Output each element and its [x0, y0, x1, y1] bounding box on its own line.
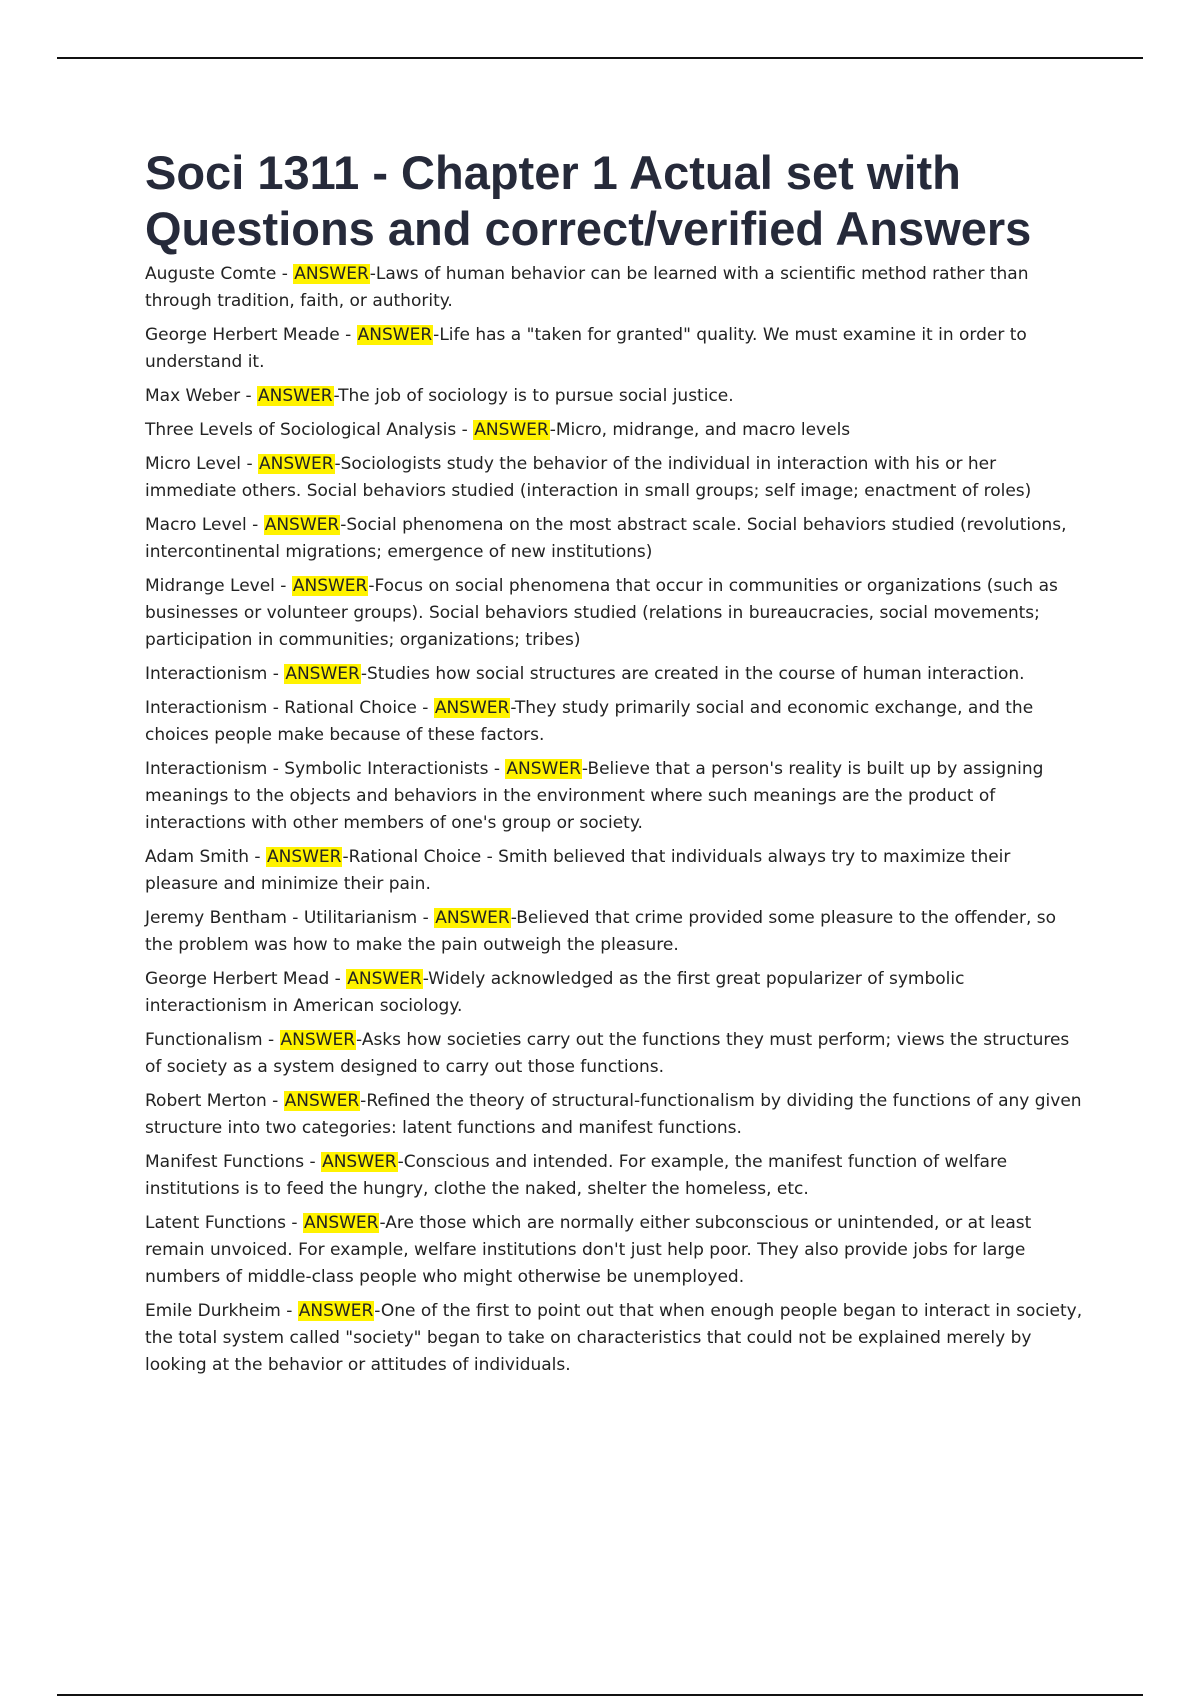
qa-term: Micro Level	[145, 454, 242, 474]
qa-term: Interactionism - Rational Choice	[145, 698, 417, 718]
qa-answer: One of the first to point out that when enough people began to interact in society, the total system called "society" began to take on characteristics that could not be explained merely by looking at the behavior or attitudes of individuals.	[145, 1301, 1083, 1375]
qa-separator: -	[456, 420, 474, 440]
qa-item	[145, 756, 1085, 837]
answer-dash: -	[333, 386, 339, 406]
qa-item	[145, 661, 1085, 688]
qa-answer: Micro, midrange, and macro levels	[555, 420, 851, 440]
qa-separator: -	[304, 1152, 322, 1172]
qa-term: Three Levels of Sociological Analysis	[145, 420, 457, 440]
qa-item	[145, 1027, 1085, 1081]
answer-dash: -	[397, 1152, 404, 1172]
qa-item	[145, 417, 1085, 444]
answer-dash: -	[334, 454, 341, 474]
page-title: Soci 1311 - Chapter 1 Actual set with Questions and correct/verified Answers	[145, 146, 1032, 255]
qa-answer: Widely acknowledged as the first great popularizer of symbolic interactionism in American sociology.	[145, 969, 965, 1016]
qa-answer: Are those which are normally either subconscious or unintended, or at least remain unvoiced. For example, welfare institutions don't just help poor. They also provide jobs for large numbers of middle-class people who might otherwise be unemployed.	[145, 1213, 1032, 1287]
qa-term: Max Weber	[145, 386, 241, 406]
qa-separator: -	[262, 1030, 280, 1050]
answer-label-highlight: ANSWER	[474, 420, 549, 440]
qa-item	[145, 512, 1085, 566]
qa-separator: -	[329, 969, 347, 989]
qa-answer: Studies how social structures are created in the course of human interaction.	[366, 664, 1025, 684]
qa-separator: -	[267, 664, 285, 684]
qa-item	[145, 1149, 1085, 1203]
qa-item	[145, 1088, 1085, 1142]
qa-term: Robert Merton	[145, 1091, 267, 1111]
answer-dash: -	[369, 264, 376, 284]
answer-dash: -	[340, 515, 347, 535]
qa-answer: Believed that crime provided some pleasure to the offender, so the problem was how to make the pain outweigh the pleasure.	[145, 908, 1057, 955]
qa-separator: -	[240, 386, 258, 406]
bottom-rule	[57, 1694, 1143, 1696]
qa-answer: Asks how societies carry out the functions they must perform; views the structures of society as a system designed to carry out those functions.	[145, 1030, 1070, 1077]
qa-separator: -	[274, 576, 292, 596]
answer-label-highlight: ANSWER	[264, 515, 340, 535]
answer-label-highlight: ANSWER	[266, 847, 342, 867]
qa-term: Interactionism - Symbolic Interactionists	[145, 759, 489, 779]
qa-separator: -	[339, 325, 357, 345]
top-rule	[57, 57, 1143, 59]
answer-dash: -	[510, 698, 515, 718]
qa-answer: Rational Choice - Smith believed that individuals always try to maximize their pleasure and minimize their pain.	[145, 847, 1011, 894]
answer-label-highlight: ANSWER	[434, 698, 510, 718]
answer-dash: -	[581, 759, 588, 779]
qa-separator: -	[249, 847, 266, 867]
qa-term: Midrange Level	[145, 576, 275, 596]
answer-label-highlight: ANSWER	[259, 454, 334, 474]
qa-answer: Focus on social phenomena that occur in communities or organizations (such as businesses or volunteer groups). Social behaviors studied (relations in bureaucracies, social movements; participation in communities; organizations; tribes)	[145, 576, 1058, 650]
answer-label-highlight: ANSWER	[258, 386, 333, 406]
qa-answer: Conscious and intended. For example, the manifest function of welfare institutions is to feed the hungry, clothe the naked, shelter the homeless, etc.	[145, 1152, 1008, 1199]
answer-label-highlight: ANSWER	[303, 1213, 379, 1233]
qa-term: George Herbert Mead	[145, 969, 330, 989]
qa-item	[145, 844, 1085, 898]
qa-separator: -	[280, 1301, 298, 1321]
qa-item	[145, 1298, 1085, 1379]
qa-separator: -	[241, 454, 258, 474]
answer-dash: -	[374, 1301, 381, 1321]
qa-list	[145, 261, 1085, 1379]
qa-item	[145, 451, 1085, 505]
qa-item	[145, 966, 1085, 1020]
answer-dash: -	[360, 664, 367, 684]
qa-separator: -	[416, 698, 434, 718]
answer-dash: -	[422, 969, 429, 989]
qa-term: Latent Functions	[145, 1213, 287, 1233]
qa-answer: Life has a "taken for granted" quality. We must examine it in order to understand it.	[145, 325, 1027, 372]
answer-dash: -	[342, 847, 349, 867]
answer-label-highlight: ANSWER	[435, 908, 510, 928]
qa-separator: -	[286, 1213, 303, 1233]
answer-label-highlight: ANSWER	[294, 264, 369, 284]
qa-separator: -	[488, 759, 506, 779]
qa-term: Jeremy Bentham - Utilitarianism	[145, 908, 418, 928]
qa-item	[145, 905, 1085, 959]
qa-item	[145, 573, 1085, 654]
qa-item	[145, 695, 1085, 749]
answer-label-highlight: ANSWER	[284, 1091, 360, 1111]
qa-term: George Herbert Meade	[145, 325, 340, 345]
qa-answer: Social phenomena on the most abstract scale. Social behaviors studied (revolutions, intercontinental migrations; emergence of new institutions)	[145, 515, 1067, 562]
qa-term: Functionalism	[145, 1030, 263, 1050]
qa-answer: The job of sociology is to pursue social justice.	[338, 386, 734, 406]
answer-label-highlight: ANSWER	[347, 969, 422, 989]
answer-dash: -	[510, 908, 517, 928]
answer-dash: -	[356, 1030, 362, 1050]
qa-item	[145, 1210, 1085, 1291]
qa-term: Manifest Functions	[145, 1152, 305, 1172]
answer-label-highlight: ANSWER	[292, 576, 368, 596]
qa-term: Emile Durkheim	[145, 1301, 281, 1321]
answer-dash: -	[360, 1091, 367, 1111]
answer-dash: -	[379, 1213, 386, 1233]
qa-separator: -	[276, 264, 294, 284]
qa-answer: Sociologists study the behavior of the individual in interaction with his or her immediate others. Social behaviors studied (interaction in small groups; self image; enactment of roles)	[145, 454, 1032, 501]
qa-term: Interactionism	[145, 664, 268, 684]
answer-label-highlight: ANSWER	[506, 759, 581, 779]
qa-separator: -	[417, 908, 435, 928]
answer-label-highlight: ANSWER	[285, 664, 360, 684]
qa-separator: -	[266, 1091, 284, 1111]
document-body	[145, 145, 1085, 1386]
qa-answer: Believe that a person's reality is built up by assigning meanings to the objects and behaviors in the environment where such meanings are the product of interactions with other members of one's group or society.	[145, 759, 1044, 833]
answer-dash: -	[368, 576, 375, 596]
qa-item	[145, 383, 1085, 410]
qa-item	[145, 261, 1085, 315]
answer-dash: -	[549, 420, 556, 440]
answer-label-highlight: ANSWER	[357, 325, 433, 345]
qa-answer: Laws of human behavior can be learned with a scientific method rather than through tradition, faith, or authority.	[145, 264, 1029, 311]
qa-term: Auguste Comte	[145, 264, 277, 284]
answer-dash: -	[433, 325, 440, 345]
qa-item	[145, 322, 1085, 376]
qa-separator: -	[246, 515, 264, 535]
answer-label-highlight: ANSWER	[280, 1030, 356, 1050]
qa-answer: They study primarily social and economic exchange, and the choices people make because of these factors.	[145, 698, 1034, 745]
qa-term: Macro Level	[145, 515, 247, 535]
answer-label-highlight: ANSWER	[298, 1301, 374, 1321]
qa-answer: Refined the theory of structural-functionalism by dividing the functions of any given structure into two categories: latent functions and manifest functions.	[145, 1091, 1082, 1138]
answer-label-highlight: ANSWER	[322, 1152, 397, 1172]
qa-term: Adam Smith	[145, 847, 250, 867]
